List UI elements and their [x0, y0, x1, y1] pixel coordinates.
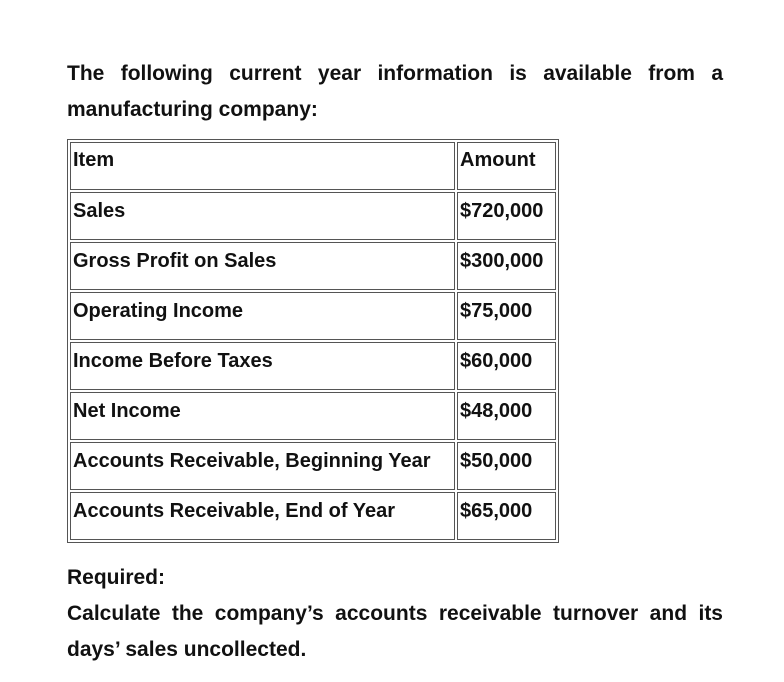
row-amount-cell: $75,000 — [457, 292, 556, 340]
required-instructions: Calculate the company’s accounts receivable turnover and its days’ sales uncollected. — [67, 602, 723, 661]
table-row — [70, 342, 556, 390]
row-item-cell: Sales — [70, 192, 455, 240]
required-label: Required: — [67, 566, 166, 589]
row-amount-cell: $60,000 — [457, 342, 556, 390]
amount-column-header: Amount — [457, 142, 556, 190]
table-row — [70, 292, 556, 340]
row-amount-cell: $50,000 — [457, 442, 556, 490]
intro-paragraph: The following current year information is available from a manufacturing company: — [67, 62, 723, 121]
table-row — [70, 392, 556, 440]
table-row — [70, 492, 556, 540]
financial-data-table — [67, 139, 559, 543]
row-item-cell: Accounts Receivable, End of Year — [70, 492, 455, 540]
table-row — [70, 192, 556, 240]
row-amount-cell: $720,000 — [457, 192, 556, 240]
row-item-cell: Net Income — [70, 392, 455, 440]
table-row — [70, 242, 556, 290]
row-item-cell: Income Before Taxes — [70, 342, 455, 390]
table-row — [70, 442, 556, 490]
row-item-cell: Operating Income — [70, 292, 455, 340]
row-item-cell: Gross Profit on Sales — [70, 242, 455, 290]
row-amount-cell: $65,000 — [457, 492, 556, 540]
row-item-cell: Accounts Receivable, Beginning Year — [70, 442, 455, 490]
row-amount-cell: $300,000 — [457, 242, 556, 290]
table-header-row — [70, 142, 556, 190]
row-amount-cell: $48,000 — [457, 392, 556, 440]
item-column-header: Item — [70, 142, 455, 190]
